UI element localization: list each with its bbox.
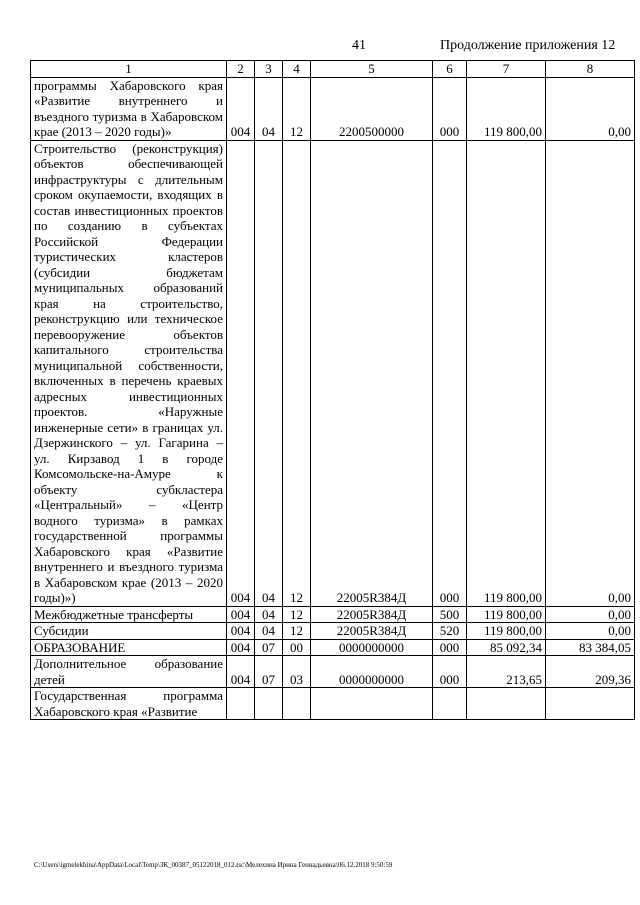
expense-type-code: 000 <box>433 639 467 656</box>
expense-type-code <box>433 688 467 720</box>
expense-name: ОБРАЗОВАНИЕ <box>31 639 227 656</box>
section-code: 07 <box>255 656 283 688</box>
expense-name: Государственная программа Хабаровского края «Развитие <box>31 688 227 720</box>
amount-2019: 85 092,34 <box>467 639 546 656</box>
expense-type-code: 520 <box>433 623 467 640</box>
subsection-code: 12 <box>283 140 311 606</box>
expense-name: Межбюджетные трансферты <box>31 606 227 623</box>
table-row <box>31 623 635 640</box>
page-number: 41 <box>352 38 366 53</box>
section-code <box>255 688 283 720</box>
budget-admin-code: 004 <box>227 656 255 688</box>
subsection-code: 03 <box>283 656 311 688</box>
target-article-code: 0000000000 <box>311 639 433 656</box>
amount-2019: 119 800,00 <box>467 77 546 140</box>
column-number: 7 <box>467 61 546 78</box>
subsection-code: 00 <box>283 639 311 656</box>
expense-name: Дополнительное образование детей <box>31 656 227 688</box>
column-number: 2 <box>227 61 255 78</box>
section-code: 07 <box>255 639 283 656</box>
section-code: 04 <box>255 77 283 140</box>
table-row <box>31 606 635 623</box>
column-number: 5 <box>311 61 433 78</box>
amount-2020: 0,00 <box>546 140 635 606</box>
expense-name: Строительство (реконструкция) объектов обеспечивающей инфраструктуры с длительным сроком окупаемости, входящих в состав инвестиционных проектов по созданию в субъектах Российской Федерации туристических кластеров (субсидии бюджетам муниципальных образований края на строительство, реконструкцию или техническое перевооружение объектов капитального строительства муниципальной собственности, включенных в перечень краевых адресных инвестиционных проектов. «Наружные инженерные сети» в границах ул. Дзержинского – ул. Гагарина – ул. Кирзавод 1 в городе Комсомольске-на-Амуре к объекту субкластера «Центральный» – «Центр водного туризма» в рамках государственной программы Хабаровского края «Развитие внутреннего и въездного туризма в Хабаровском крае (2013 – 2020 годы)») <box>31 140 227 606</box>
expense-type-code: 000 <box>433 140 467 606</box>
amount-2020: 0,00 <box>546 623 635 640</box>
budget-admin-code <box>227 688 255 720</box>
table-row <box>31 77 635 140</box>
file-path-footer: C:\Users\igmelekhina\AppData\Local\Temp\ЗК_00387_05122018_012.tsc\Мелехина Ирина Геннадьевна\06.12.2018 9:50:59 <box>34 861 393 869</box>
budget-admin-code: 004 <box>227 639 255 656</box>
column-number: 1 <box>31 61 227 78</box>
column-number: 6 <box>433 61 467 78</box>
column-number: 3 <box>255 61 283 78</box>
section-code: 04 <box>255 623 283 640</box>
subsection-code <box>283 688 311 720</box>
amount-2020: 209,36 <box>546 656 635 688</box>
target-article-code <box>311 688 433 720</box>
section-code: 04 <box>255 140 283 606</box>
table-row <box>31 639 635 656</box>
subsection-code: 12 <box>283 606 311 623</box>
appendix-label: Продолжение приложения 12 <box>440 38 616 53</box>
section-code: 04 <box>255 606 283 623</box>
amount-2020: 0,00 <box>546 606 635 623</box>
subsection-code: 12 <box>283 77 311 140</box>
expense-type-code: 000 <box>433 656 467 688</box>
column-number-row <box>31 61 635 78</box>
amount-2020 <box>546 688 635 720</box>
target-article-code: 2200500000 <box>311 77 433 140</box>
target-article-code: 0000000000 <box>311 656 433 688</box>
target-article-code: 22005R384Д <box>311 140 433 606</box>
budget-table <box>30 60 635 720</box>
expense-name: Субсидии <box>31 623 227 640</box>
expense-type-code: 000 <box>433 77 467 140</box>
budget-admin-code: 004 <box>227 623 255 640</box>
amount-2019 <box>467 688 546 720</box>
amount-2020: 83 384,05 <box>546 639 635 656</box>
column-number: 8 <box>546 61 635 78</box>
budget-admin-code: 004 <box>227 606 255 623</box>
target-article-code: 22005R384Д <box>311 623 433 640</box>
expense-type-code: 500 <box>433 606 467 623</box>
budget-admin-code: 004 <box>227 140 255 606</box>
table-row <box>31 140 635 606</box>
expense-name: программы Хабаровского края «Развитие внутреннего и въездного туризма в Хабаровском крае (2013 – 2020 годы)» <box>31 77 227 140</box>
subsection-code: 12 <box>283 623 311 640</box>
amount-2019: 119 800,00 <box>467 606 546 623</box>
table-row <box>31 656 635 688</box>
amount-2019: 119 800,00 <box>467 140 546 606</box>
amount-2019: 119 800,00 <box>467 623 546 640</box>
amount-2020: 0,00 <box>546 77 635 140</box>
column-number: 4 <box>283 61 311 78</box>
amount-2019: 213,65 <box>467 656 546 688</box>
target-article-code: 22005R384Д <box>311 606 433 623</box>
budget-admin-code: 004 <box>227 77 255 140</box>
table-row <box>31 688 635 720</box>
